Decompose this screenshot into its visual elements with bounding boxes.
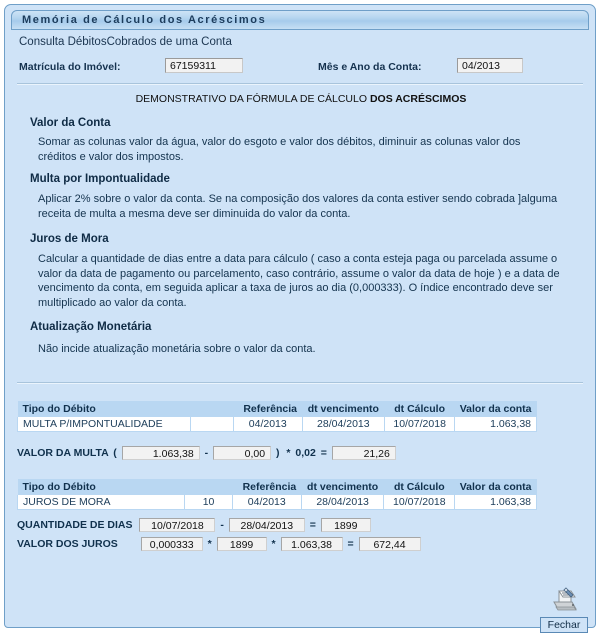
formula-juros-operand3: 1.063,38 [281,537,343,551]
section-text-atualizacao: Não incide atualização monetária sobre o valor da conta. [38,343,316,355]
formula-juros-equals: = [347,538,354,550]
formula-dias-operand1: 10/07/2018 [139,518,215,532]
table-header-row [18,479,537,495]
window-title: Memória de Cálculo dos Acréscimos [22,14,267,26]
formula-juros-times1: * [207,538,212,550]
formula-valor-da-multa [17,445,396,461]
demonstrativo-prefix: DEMONSTRATIVO DA FÓRMULA DE CÁLCULO [135,93,370,105]
cell-valor-conta: 1.063,38 [455,417,537,432]
demonstrativo-heading [5,93,597,105]
formula-juros-result: 672,44 [359,537,421,551]
divider-top [17,83,583,85]
fechar-button[interactable]: Fechar [540,617,588,633]
formula-dias-minus: - [220,519,224,531]
cell-tipo-debito: JUROS DE MORA [18,495,185,510]
cell-valor-conta: 1.063,38 [455,495,537,510]
col-blank [191,401,234,417]
formula-multa-operand2: 0,00 [213,446,271,460]
cell-dias: 10 [185,495,232,510]
formula-quantidade-de-dias [17,517,371,533]
col-referencia: Referência [233,401,302,417]
formula-juros-times2: * [271,538,276,550]
formula-multa-equals: = [320,447,327,459]
formula-multa-times: * [286,447,291,459]
formula-multa-minus: - [204,447,209,459]
col-dt-calculo: dt Cálculo [384,479,455,495]
section-heading-valor-da-conta: Valor da Conta [30,117,111,129]
matricula-label: Matrícula do Imóvel: [19,61,121,73]
formula-dias-equals: = [309,519,316,531]
table-row[interactable] [18,417,537,432]
formula-dias-label: QUANTIDADE DE DIAS [17,519,133,531]
section-heading-juros: Juros de Mora [30,233,109,245]
formula-multa-close-paren: ) [275,447,280,459]
cell-tipo-debito: MULTA P/IMPONTUALIDADE [18,417,191,432]
col-referencia: Referência [232,479,301,495]
formula-juros-operand1: 0,000333 [141,537,203,551]
col-dt-calculo: dt Cálculo [385,401,455,417]
mesano-value: 04/2013 [457,58,523,73]
dialog-window [4,4,596,631]
col-valor-conta: Valor da conta [455,401,537,417]
formula-multa-open-paren: ( [113,447,117,459]
section-heading-multa: Multa por Impontualidade [30,173,170,185]
col-tipo-debito: Tipo do Débito [18,479,185,495]
table-multa [17,401,537,432]
col-blank [185,479,232,495]
col-dt-vencimento: dt vencimento [301,479,384,495]
header-fields [5,58,597,78]
formula-juros-operand2: 1899 [217,537,267,551]
demonstrativo-bold: DOS ACRÉSCIMOS [369,93,467,105]
formula-valor-dos-juros [17,536,421,552]
cell-blank [191,417,234,432]
cell-referencia: 04/2013 [232,495,301,510]
mesano-label: Mês e Ano da Conta: [318,61,422,73]
formula-multa-result: 21,26 [332,446,396,460]
printer-icon[interactable] [546,585,580,615]
cell-dt-calculo: 10/07/2018 [385,417,455,432]
table-juros [17,479,537,510]
formula-juros-label: VALOR DOS JUROS [17,538,118,550]
divider-bottom [17,382,583,384]
cell-referencia: 04/2013 [233,417,302,432]
matricula-value: 67159311 [165,58,243,73]
formula-dias-operand2: 28/04/2013 [229,518,305,532]
title-bar [11,10,589,30]
cell-dt-vencimento: 28/04/2013 [302,417,385,432]
col-tipo-debito: Tipo do Débito [18,401,191,417]
section-heading-atualizacao: Atualização Monetária [30,321,152,333]
table-row[interactable] [18,495,537,510]
cell-dt-calculo: 10/07/2018 [384,495,455,510]
section-text-multa: Aplicar 2% sobre o valor da conta. Se na composição dos valores da conta estiver sendo cobrada ]alguma receita de multa a mesma deve ser diminuida do valor da conta. [38,193,558,220]
page-subtitle: Consulta DébitosCobrados de uma Conta [19,36,232,48]
col-valor-conta: Valor da conta [455,479,537,495]
section-text-valor-da-conta: Somar as colunas valor da água, valor do esgoto e valor dos débitos, diminuir as colunas valor dos créditos e valor dos impostos. [38,136,521,163]
formula-multa-rate: 0,02 [295,447,316,459]
formula-dias-result: 1899 [321,518,371,532]
cell-dt-vencimento: 28/04/2013 [301,495,384,510]
section-text-juros: Calcular a quantidade de dias entre a data para cálculo ( caso a conta esteja paga ou parcelada assume o valor da data de pagamento ou parcelamento, caso contrário, assume o valor da data de hoje ) e a data de vencimento da conta, em seguida aplicar a taxa de juros ao dia (0,000333). O índice encontrado deve ser multiplicado ao valor da conta. [38,253,560,309]
col-dt-vencimento: dt vencimento [302,401,385,417]
table-header-row [18,401,537,417]
formula-multa-operand1: 1.063,38 [122,446,200,460]
formula-multa-label: VALOR DA MULTA [17,447,109,459]
